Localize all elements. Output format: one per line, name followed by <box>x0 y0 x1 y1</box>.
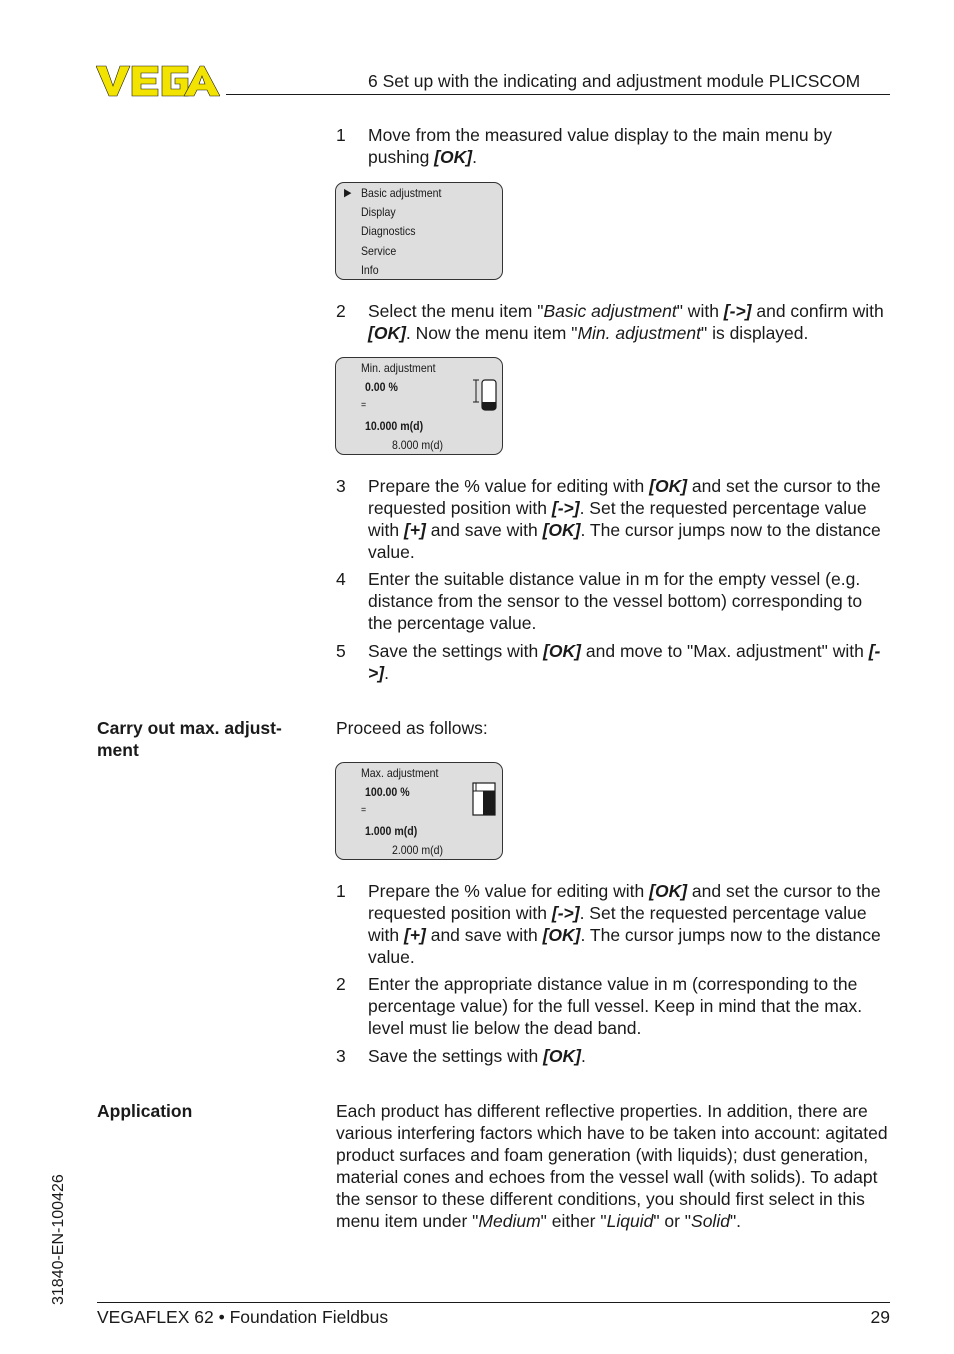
lcd-percent: 0.00 % <box>365 380 398 394</box>
lcd-menu-item: Basic adjustment <box>361 186 442 200</box>
lcd-equals: = <box>361 805 367 816</box>
list-item: 2 Select the menu item "Basic adjustment" with [->] and confirm with [OK]. Now the menu item "Min. adjustment" is displayed. <box>336 301 884 343</box>
document-code: 31840-EN-100426 <box>50 1174 67 1305</box>
lcd-equals: = <box>361 400 367 411</box>
lcd-current: 8.000 m(d) <box>392 438 444 452</box>
section-heading-application: Application <box>97 1101 193 1121</box>
lcd-percent: 100.00 % <box>365 785 410 799</box>
lcd-max-adjustment <box>335 762 503 860</box>
list-item: 3 Save the settings with [OK]. <box>336 1046 586 1066</box>
vega-logo <box>96 64 220 98</box>
list-item: 5 Save the settings with [OK] and move to "Max. adjustment" with [->]. <box>336 641 881 683</box>
vessel-full-icon <box>470 781 498 817</box>
list-item: 1 Prepare the % value for editing with [OK] and set the cursor to the requested position with [->]. Set the requested percentage value with [+] and save with [OK]. The cursor jumps now to the distance value. <box>336 881 881 967</box>
section-heading-max-adjustment: Carry out max. adjust- ment <box>97 718 282 760</box>
list-item: 2 Enter the appropriate distance value in m (corresponding to the percentage value) for the full vessel. Keep in mind that the max. level must lie below the dead band. <box>336 974 863 1038</box>
lcd-menu-item: Service <box>361 244 397 258</box>
footer-rule <box>97 1302 890 1303</box>
lcd-title: Max. adjustment <box>361 766 439 780</box>
lcd-distance: 1.000 m(d) <box>365 824 418 838</box>
list-item: 1 Move from the measured value display to the main menu by pushing [OK]. <box>336 125 832 167</box>
lcd-menu-item: Display <box>361 205 396 219</box>
page-number: 29 <box>870 1307 890 1327</box>
cursor-icon: ▶ <box>344 187 352 199</box>
list-item: 4 Enter the suitable distance value in m for the empty vessel (e.g. distance from the sensor to the vessel bottom) corresponding to the percentage value. <box>336 569 863 633</box>
header-rule <box>226 94 890 95</box>
vessel-empty-icon <box>472 378 498 412</box>
lcd-min-adjustment <box>335 357 503 455</box>
lcd-current: 2.000 m(d) <box>392 843 444 857</box>
chapter-title: 6 Set up with the indicating and adjustment module PLICSCOM <box>368 71 861 91</box>
lcd-main-menu <box>335 182 503 280</box>
lcd-menu-item: Diagnostics <box>361 224 416 238</box>
lcd-title: Min. adjustment <box>361 361 436 375</box>
footer-product: VEGAFLEX 62 • Foundation Fieldbus <box>97 1307 389 1327</box>
lcd-distance: 10.000 m(d) <box>365 419 424 433</box>
application-text: Each product has different reflective properties. In addition, there are various interfering factors which have to be taken into account: agitated product surfaces and foam generation (with liquids); dust generation, material cones and echoes from the vessel wall (with solids). To adapt the sensor to these different conditions, you should first select in this menu item under "Medium" either "Liquid" or "Solid". <box>336 1101 888 1231</box>
list-item: 3 Prepare the % value for editing with [OK] and set the cursor to the requested position with [->]. Set the requested percentage value with [+] and save with [OK]. The cursor jumps now to the distance value. <box>336 476 881 562</box>
lcd-menu-item: Info <box>361 263 379 277</box>
intro-text: Proceed as follows: <box>336 718 488 738</box>
